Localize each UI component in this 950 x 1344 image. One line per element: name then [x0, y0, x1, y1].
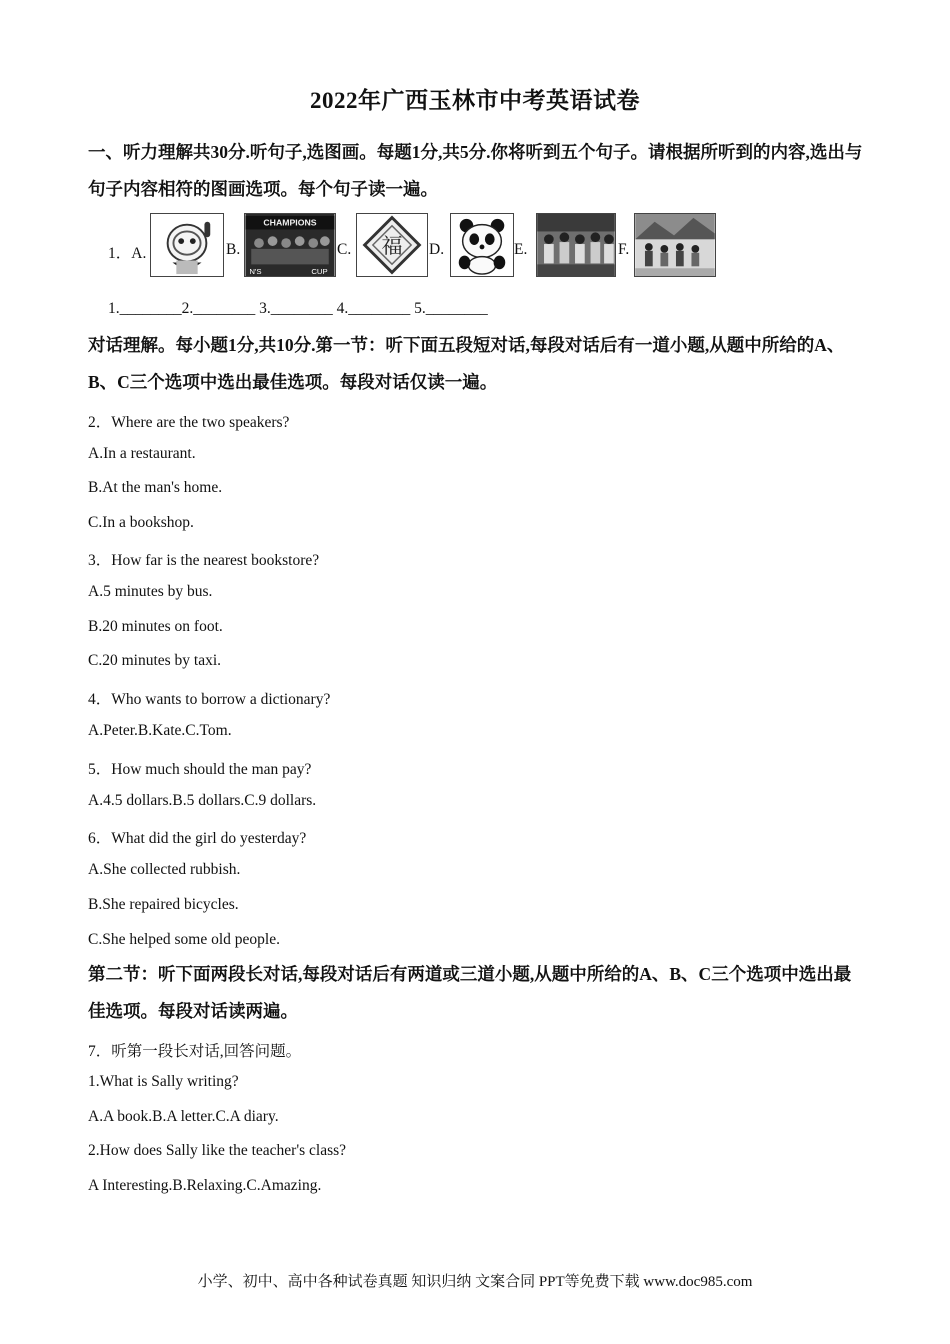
q2-option-b: B.At the man's home.	[88, 479, 223, 496]
q3-option-b: B.20 minutes on foot.	[88, 618, 223, 635]
q6-option-a: A.She collected rubbish.	[88, 861, 241, 878]
children-group-image	[536, 213, 616, 277]
fu-character-image	[356, 213, 428, 277]
q6-option-b: B.She repaired bicycles.	[88, 896, 239, 913]
panda-image	[450, 213, 514, 277]
option-a-label: 1．A.	[108, 245, 147, 262]
q7-sub2-question: 2.How does Sally like the teacher's class?	[88, 1142, 347, 1159]
q7-sub1-options: A.A book.B.A letter.C.A diary.	[88, 1108, 279, 1125]
section1-instructions: 一、听力理解共30分.听句子,选图画。每题1分,共5分.你将听到五个句子。请根据所听到的内容,选出与句子内容相符的图画选项。每个句子读一遍。	[88, 142, 863, 199]
q3-question: 3．How far is the nearest bookstore?	[88, 552, 320, 569]
answer-blanks: 1.________2.________ 3.________ 4.________ 5.________	[108, 300, 488, 317]
option-d-label: D.	[429, 241, 445, 258]
option-c-label: C.	[337, 241, 352, 258]
q7-sub1-question: 1.What is Sally writing?	[88, 1073, 239, 1090]
page-footer: 小学、初中、高中各种试卷真题 知识归纳 文案合同 PPT等免费下载 www.doc985.com	[197, 1274, 753, 1290]
option-b-label: B.	[226, 241, 241, 258]
option-f-label: F.	[618, 241, 630, 258]
champions-team-image	[244, 213, 336, 277]
cup-left-text: N'S	[249, 267, 262, 276]
option-e-label: E.	[514, 241, 528, 258]
page-title: 2022年广西玉林市中考英语试卷	[310, 88, 640, 113]
q4-options: A.Peter.B.Kate.C.Tom.	[88, 722, 232, 739]
q7-intro: 7．听第一段长对话,回答问题。	[88, 1043, 302, 1060]
fu-glyph: 福	[381, 233, 403, 259]
q6-question: 6．What did the girl do yesterday?	[88, 830, 307, 847]
outdoor-activity-image	[634, 213, 716, 277]
champions-banner-text: CHAMPIONS	[263, 217, 317, 228]
q6-option-c: C.She helped some old people.	[88, 931, 280, 948]
q2-option-c: C.In a bookshop.	[88, 514, 194, 531]
section3-instructions: 第二节：听下面两段长对话,每段对话后有两道或三道小题,从题中所给的A、B、C三个选项中选出最佳选项。每段对话读两遍。	[88, 964, 852, 1021]
picture-options-row	[108, 213, 728, 279]
mascot-wave-image	[150, 213, 224, 277]
q2-question: 2．Where are the two speakers?	[88, 414, 290, 431]
q3-option-c: C.20 minutes by taxi.	[88, 652, 222, 669]
cup-right-text: CUP	[311, 267, 328, 276]
q4-question: 4．Who wants to borrow a dictionary?	[88, 691, 331, 708]
q5-question: 5．How much should the man pay?	[88, 761, 312, 778]
section2-instructions: 对话理解。每小题1分,共10分.第一节：听下面五段短对话,每段对话后有一道小题,从题中所给的A、B、C三个选项中选出最佳选项。每段对话仅读一遍。	[88, 335, 845, 392]
q2-option-a: A.In a restaurant.	[88, 445, 196, 462]
q3-option-a: A.5 minutes by bus.	[88, 583, 213, 600]
q5-options: A.4.5 dollars.B.5 dollars.C.9 dollars.	[88, 792, 317, 809]
q7-sub2-options: A Interesting.B.Relaxing.C.Amazing.	[88, 1177, 322, 1194]
